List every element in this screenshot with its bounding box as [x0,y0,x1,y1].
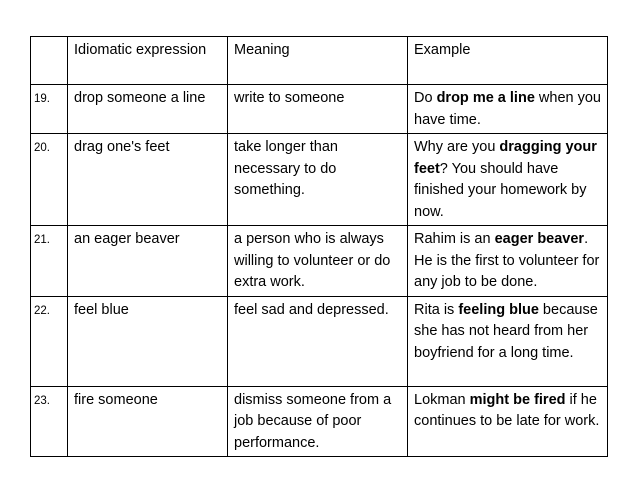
table-row [31,296,608,386]
idiom-meaning-cell: write to someone [228,85,408,134]
row-number-cell: 22. [31,296,68,386]
idiom-expression-cell: fire someone [68,386,228,457]
idiom-meaning-cell: dismiss someone from a job because of poor performance. [228,386,408,457]
idiom-example-cell [408,134,608,226]
example-highlight-text: drop me a line [436,90,535,106]
idiom-meaning-cell: take longer than necessary to do something. [228,134,408,226]
header-expression-cell: Idiomatic expression [68,37,228,85]
idiom-example-cell [408,386,608,457]
example-highlight-text: feeling blue [458,301,539,318]
idiom-expression-cell: an eager beaver [68,226,228,297]
header-row [31,37,608,85]
idioms-table [30,36,608,457]
example-text: when you have time. [414,90,601,128]
row-number-cell: 19. [31,85,68,134]
row-number-cell: 20. [31,134,68,226]
header-number-cell [31,37,68,85]
table-row [31,226,608,297]
example-highlight-text: eager beaver [494,231,585,247]
example-highlight-text: dragging your feet [414,139,597,177]
idiom-meaning-cell: a person who is always willing to volunteer or do extra work. [228,226,408,297]
idiom-meaning-cell: feel sad and depressed. [228,296,408,386]
table-row [31,134,608,226]
idiom-expression-cell: drop someone a line [68,85,228,134]
header-example-cell: Example [408,37,608,85]
example-text: . He is the first to volunteer for any job to be done. [414,231,600,290]
example-text: ? You should have finished your homework by now. [414,160,587,220]
idiom-expression-cell: drag one's feet [68,134,228,226]
example-text: Rahim is an [414,231,495,247]
idiom-expression-cell: feel blue [68,296,228,386]
example-text: Rita is [414,301,459,318]
example-text: because she has not heard from her boyfriend for a long time. [414,301,598,361]
table-row [31,85,608,134]
example-text: Do [414,90,437,106]
idiom-example-cell [408,226,608,297]
example-highlight-text: might be fired [469,391,566,408]
example-text: Lokman [414,391,470,408]
table-row [31,386,608,457]
example-text: if he continues to be late for work. [414,391,600,429]
idiom-example-cell [408,296,608,386]
example-text: Why are you [414,139,500,155]
row-number-cell: 23. [31,386,68,457]
idiom-example-cell [408,85,608,134]
header-meaning-cell: Meaning [228,37,408,85]
row-number-cell: 21. [31,226,68,297]
